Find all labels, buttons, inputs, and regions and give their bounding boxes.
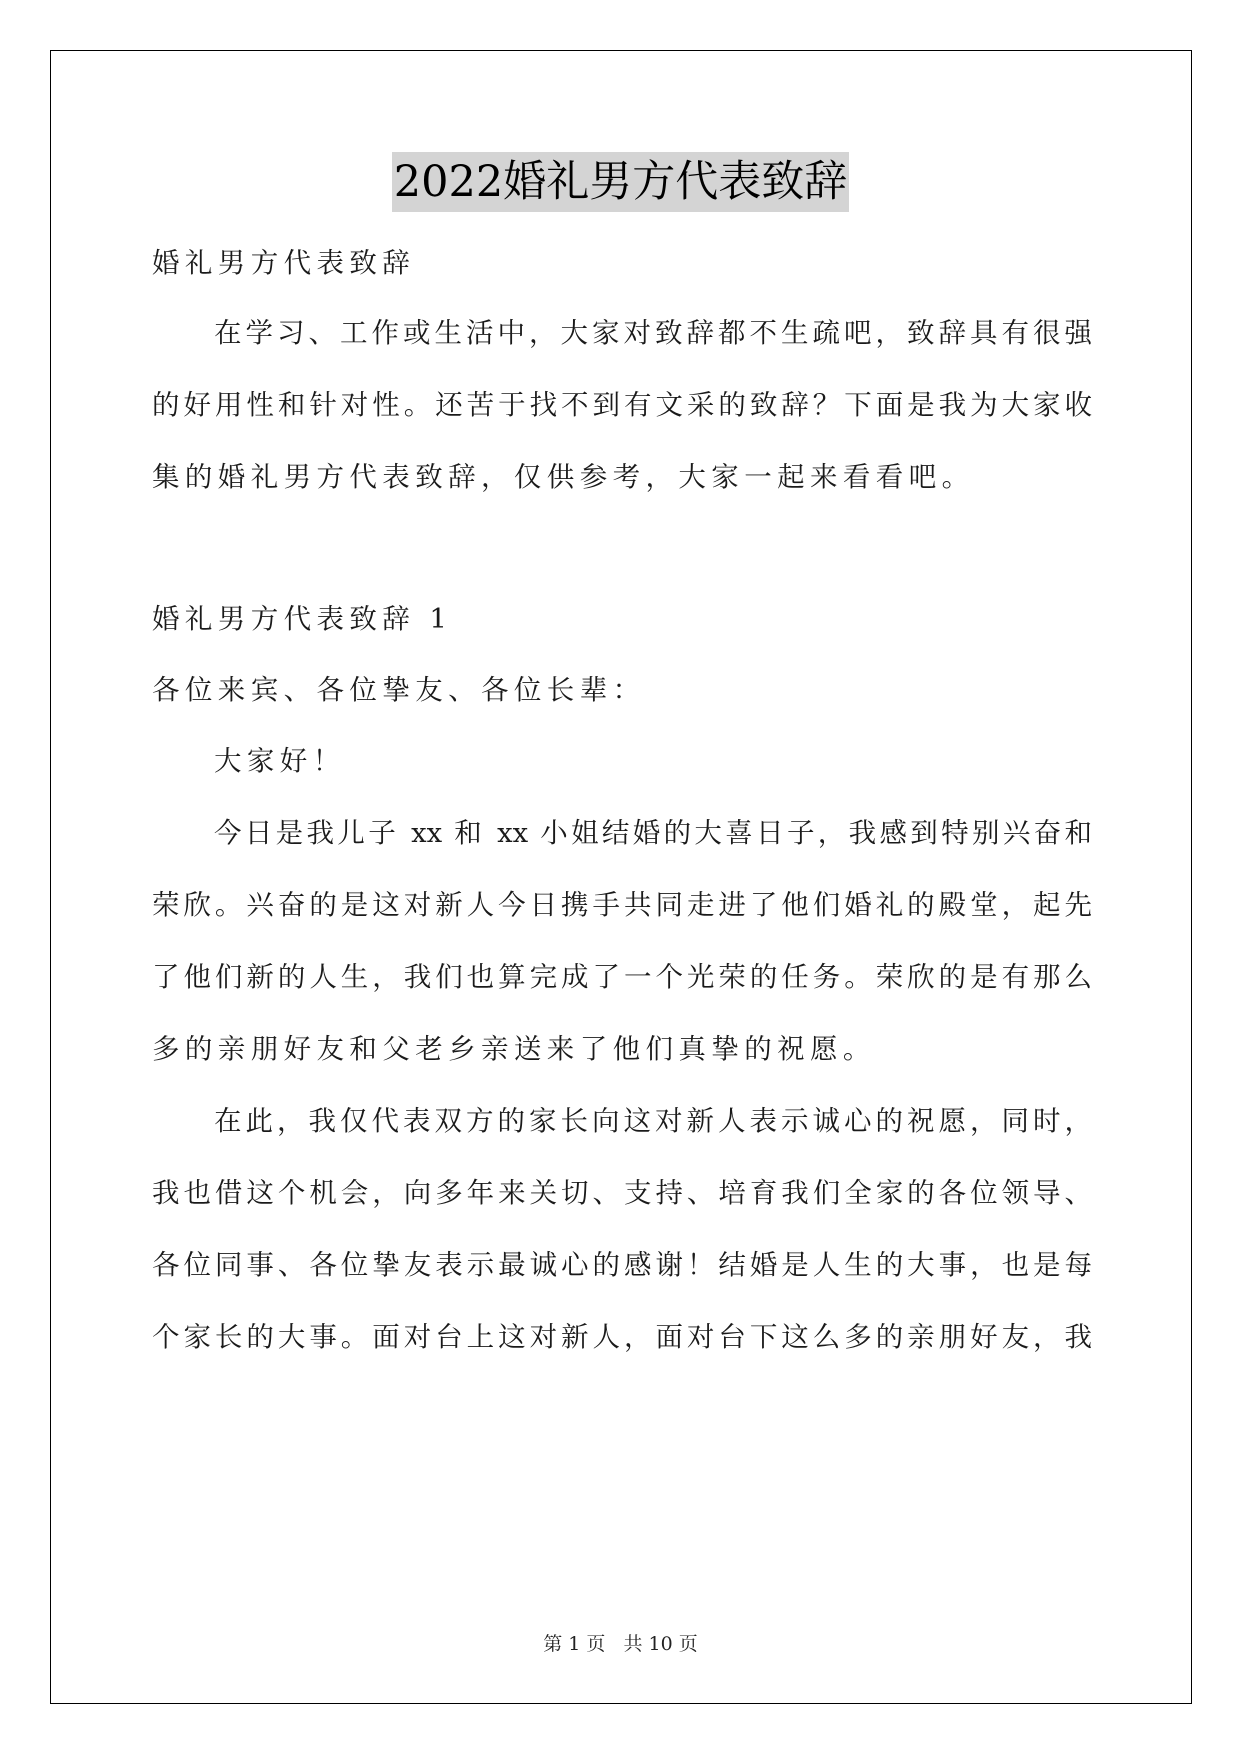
section-heading: 婚礼男方代表致辞 1	[152, 603, 453, 635]
document-title: 2022婚礼男方代表致辞	[392, 152, 849, 212]
paragraph-line: 在学习、工作或生活中，大家对致辞都不生疏吧，致辞具有很强	[214, 317, 1092, 349]
paragraph-line: 在此，我仅代表双方的家长向这对新人表示诚心的祝愿，同时，	[214, 1105, 1092, 1137]
page-border	[50, 50, 1192, 1704]
intro-heading: 婚礼男方代表致辞	[152, 247, 416, 279]
paragraph-line: 多的亲朋好友和父老乡亲送来了他们真挚的祝愿。	[152, 1033, 876, 1065]
paragraph-line: 荣欣。兴奋的是这对新人今日携手共同走进了他们婚礼的殿堂，起先	[152, 889, 1092, 921]
paragraph-line: 我也借这个机会，向多年来关切、支持、培育我们全家的各位领导、	[152, 1177, 1092, 1209]
page-number-footer: 第 1 页 共 10 页	[543, 1633, 698, 1655]
greeting-line: 大家好！	[214, 745, 346, 777]
paragraph-line: 了他们新的人生，我们也算完成了一个光荣的任务。荣欣的是有那么	[152, 961, 1092, 993]
salutation-line: 各位来宾、各位挚友、各位长辈：	[152, 674, 646, 706]
paragraph-line: 各位同事、各位挚友表示最诚心的感谢！结婚是人生的大事，也是每	[152, 1249, 1092, 1281]
paragraph-line: 集的婚礼男方代表致辞，仅供参考，大家一起来看看吧。	[152, 461, 975, 493]
paragraph-line: 个家长的大事。面对台上这对新人，面对台下这么多的亲朋好友，我	[152, 1321, 1092, 1353]
title-container	[0, 152, 1241, 212]
paragraph-line: 今日是我儿子 xx 和 xx 小姐结婚的大喜日子，我感到特别兴奋和	[214, 817, 1092, 849]
paragraph-line: 的好用性和针对性。还苦于找不到有文采的致辞？下面是我为大家收	[152, 389, 1092, 421]
